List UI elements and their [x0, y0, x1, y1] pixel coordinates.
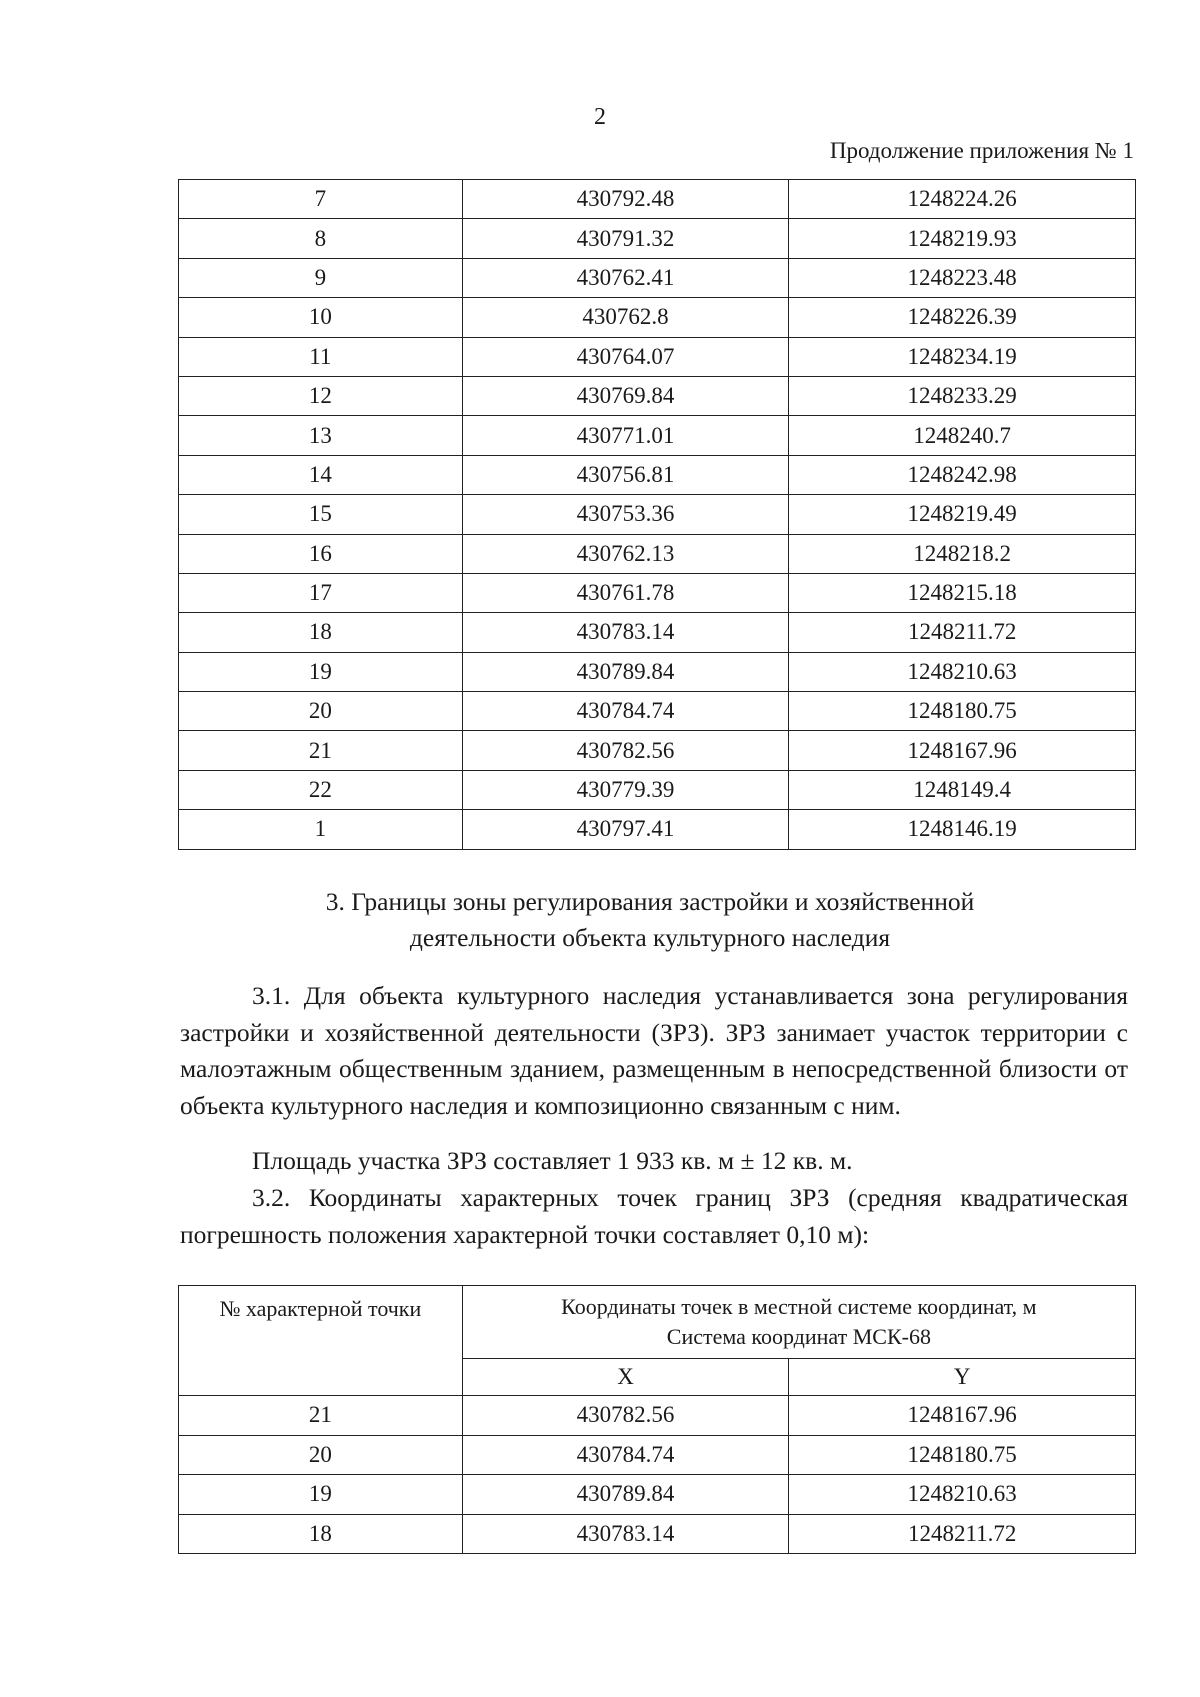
x-coordinate-cell: 430792.48: [462, 180, 789, 219]
table-row: [179, 1514, 1136, 1554]
y-coordinate-cell: 1248167.96: [789, 1396, 1136, 1436]
x-coordinate-cell: 430764.07: [462, 337, 789, 376]
y-coordinate-cell: 1248234.19: [789, 337, 1136, 376]
y-coordinate-cell: 1248180.75: [789, 1435, 1136, 1475]
section-heading-line-2: деятельности объекта культурного наследия: [409, 923, 891, 952]
table-row: [179, 219, 1136, 258]
x-coordinate-cell: 430761.78: [462, 573, 789, 612]
point-number-cell: 14: [179, 455, 463, 494]
paragraph-3-1: 3.1. Для объекта культурного наследия устанавливается зона регулирования застройки и хозяйственной деятельности (ЗРЗ). ЗРЗ занимает участок территории с малоэтажным общественным зданием, размещенным в непосредственной близости от объекта культурного наследия и композиционно связанным с ним.: [180, 981, 1128, 1120]
x-coordinate-cell: 430789.84: [462, 1475, 789, 1515]
header-coordinates: [462, 1286, 1135, 1359]
table-row: [179, 258, 1136, 297]
x-coordinate-cell: 430756.81: [462, 455, 789, 494]
point-number-cell: 13: [179, 416, 463, 455]
x-coordinate-cell: 430783.14: [462, 613, 789, 652]
table-row: [179, 534, 1136, 573]
point-number-cell: 8: [179, 219, 463, 258]
x-coordinate-cell: 430784.74: [462, 692, 789, 731]
x-coordinate-cell: 430753.36: [462, 495, 789, 534]
point-number-cell: 16: [179, 534, 463, 573]
y-coordinate-cell: 1248211.72: [789, 1514, 1136, 1554]
x-coordinate-cell: 430782.56: [462, 731, 789, 770]
coordinates-table-continued: [178, 179, 1136, 850]
table-row: [179, 376, 1136, 415]
section-heading-line-1: 3. Границы зоны регулирования застройки и хозяйственной: [325, 887, 975, 916]
point-number-cell: 17: [179, 573, 463, 612]
x-coordinate-cell: 430782.56: [462, 1396, 789, 1436]
y-coordinate-cell: 1248219.93: [789, 219, 1136, 258]
y-coordinate-cell: 1248240.7: [789, 416, 1136, 455]
table-row: [179, 573, 1136, 612]
y-coordinate-cell: 1248219.49: [789, 495, 1136, 534]
table-row: [179, 455, 1136, 494]
point-number-cell: 1: [179, 810, 463, 849]
appendix-continuation-label: Продолжение приложения № 1: [829, 138, 1134, 163]
table-row: [179, 770, 1136, 809]
paragraph-3-2: 3.2. Координаты характерных точек границ ЗРЗ (средняя квадратическая погрешность положения характерной точки составляет 0,10 м):: [180, 1183, 1128, 1249]
x-coordinate-cell: 430797.41: [462, 810, 789, 849]
header-x: X: [462, 1359, 789, 1396]
zrz-coordinates-table: [178, 1285, 1136, 1554]
point-number-cell: 10: [179, 298, 463, 337]
table-row: [179, 495, 1136, 534]
point-number-cell: 18: [179, 613, 463, 652]
y-coordinate-cell: 1248218.2: [789, 534, 1136, 573]
table-row: [179, 692, 1136, 731]
y-coordinate-cell: 1248215.18: [789, 573, 1136, 612]
page-number: 2: [594, 104, 606, 130]
point-number-cell: 20: [179, 692, 463, 731]
y-coordinate-cell: 1248233.29: [789, 376, 1136, 415]
x-coordinate-cell: 430762.41: [462, 258, 789, 297]
point-number-cell: 21: [179, 731, 463, 770]
point-number-cell: 19: [179, 1475, 463, 1515]
table-row: [179, 810, 1136, 849]
table-row: [179, 731, 1136, 770]
point-number-cell: 11: [179, 337, 463, 376]
point-number-cell: 19: [179, 652, 463, 691]
x-coordinate-cell: 430791.32: [462, 219, 789, 258]
table-row: [179, 416, 1136, 455]
y-coordinate-cell: 1248224.26: [789, 180, 1136, 219]
y-coordinate-cell: 1248210.63: [789, 652, 1136, 691]
x-coordinate-cell: 430784.74: [462, 1435, 789, 1475]
table-row: [179, 613, 1136, 652]
table-row: [179, 298, 1136, 337]
section-3-heading: [200, 884, 1100, 956]
point-number-cell: 22: [179, 770, 463, 809]
y-coordinate-cell: 1248242.98: [789, 455, 1136, 494]
point-number-cell: 12: [179, 376, 463, 415]
point-number-cell: 7: [179, 180, 463, 219]
table-row: [179, 1475, 1136, 1515]
y-coordinate-cell: 1248210.63: [789, 1475, 1136, 1515]
table-row: [179, 1396, 1136, 1436]
x-coordinate-cell: 430762.13: [462, 534, 789, 573]
point-number-cell: 18: [179, 1514, 463, 1554]
table-row: [179, 1435, 1136, 1475]
y-coordinate-cell: 1248223.48: [789, 258, 1136, 297]
y-coordinate-cell: 1248211.72: [789, 613, 1136, 652]
point-number-cell: 20: [179, 1435, 463, 1475]
y-coordinate-cell: 1248149.4: [789, 770, 1136, 809]
x-coordinate-cell: 430789.84: [462, 652, 789, 691]
y-coordinate-cell: 1248167.96: [789, 731, 1136, 770]
table-row: [179, 180, 1136, 219]
y-coordinate-cell: 1248146.19: [789, 810, 1136, 849]
table-row: [179, 337, 1136, 376]
header-point-number: № характерной точки: [179, 1286, 463, 1396]
table-row: [179, 652, 1136, 691]
y-coordinate-cell: 1248226.39: [789, 298, 1136, 337]
point-number-cell: 9: [179, 258, 463, 297]
x-coordinate-cell: 430779.39: [462, 770, 789, 809]
paragraph-area: Площадь участка ЗРЗ составляет 1 933 кв. м ± 12 кв. м.: [252, 1146, 853, 1175]
x-coordinate-cell: 430769.84: [462, 376, 789, 415]
header-y: Y: [789, 1359, 1136, 1396]
header-coordinates-line-2: Система координат МСК-68: [666, 1324, 931, 1349]
x-coordinate-cell: 430771.01: [462, 416, 789, 455]
header-coordinates-line-1: Координаты точек в местной системе координат, м: [561, 1294, 1037, 1319]
point-number-cell: 21: [179, 1396, 463, 1436]
point-number-cell: 15: [179, 495, 463, 534]
y-coordinate-cell: 1248180.75: [789, 692, 1136, 731]
x-coordinate-cell: 430762.8: [462, 298, 789, 337]
x-coordinate-cell: 430783.14: [462, 1514, 789, 1554]
